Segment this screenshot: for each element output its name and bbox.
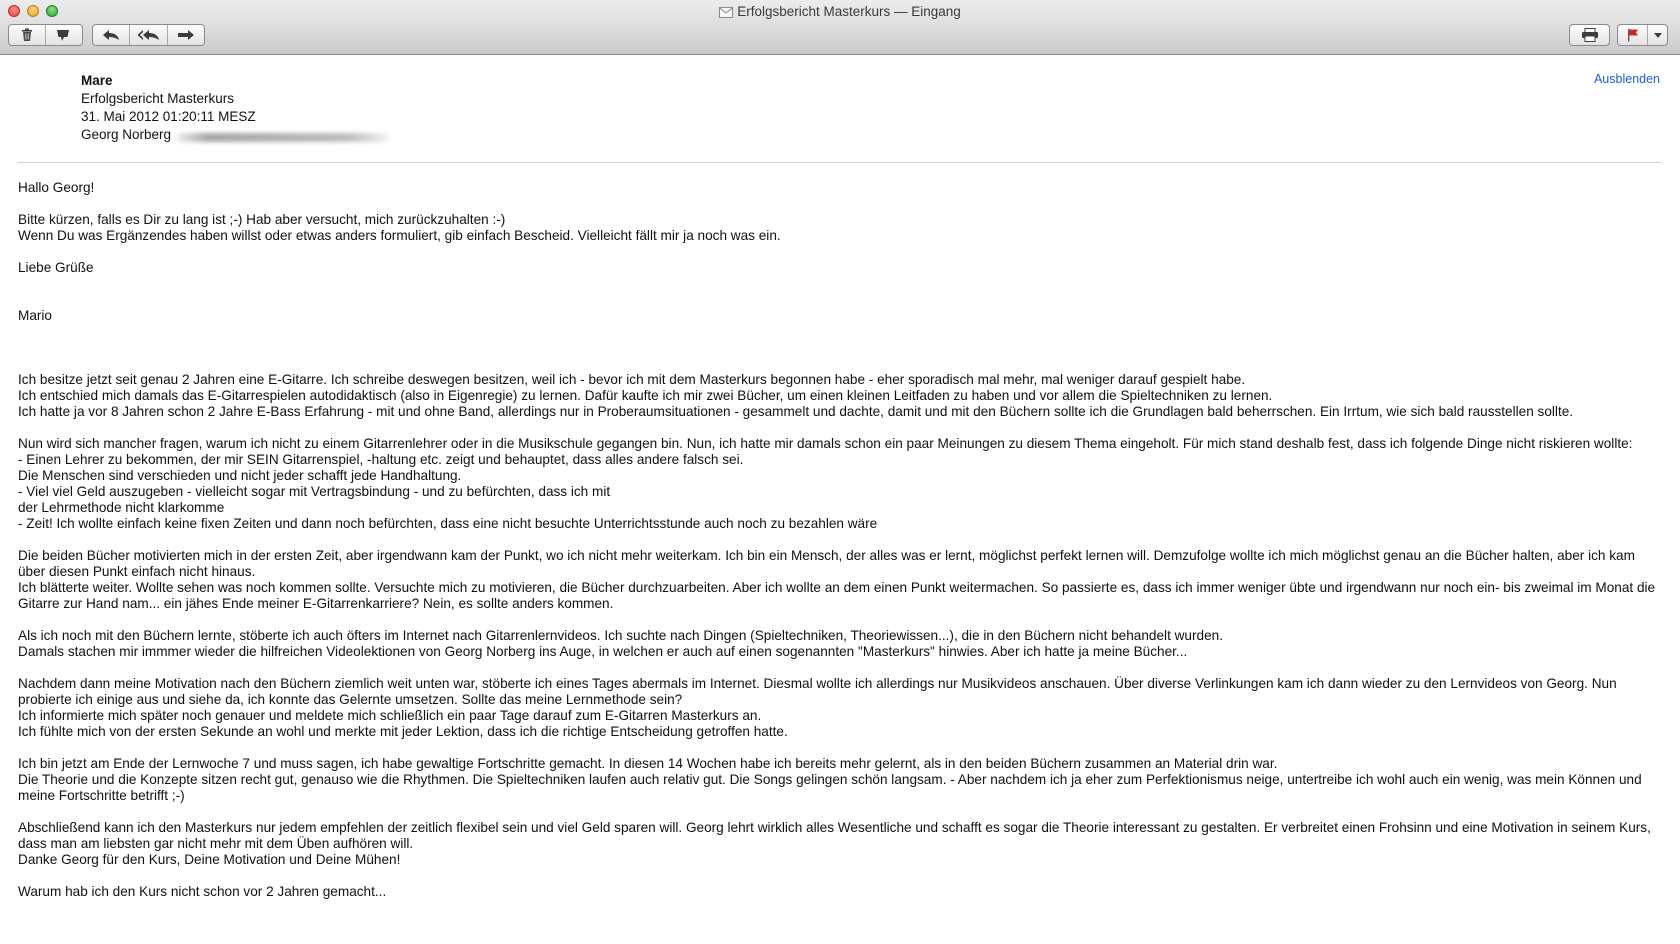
paragraph-6: Ich bin jetzt am Ende der Lernwoche 7 und muss sagen, ich habe gewaltige Fortschritte gemacht. In diesen 14 Wochen habe ich bereits mehr gelernt, als in den beiden Büchern zusammen an Material drin war. Die Theorie und die Konzepte sitzen recht gut, genauso wie die Rhythmen. Die Spieltechniken laufen auch relativ gut. Die Songs gelingen schön langsam. - Aber nachdem ich ja eher zum Perfektionismus neige, untertreibe ich wohl auch ein wenig, was mein Können und meine Fortschritte betrifft ;-) <box>18 756 1642 803</box>
redacted-email-address <box>176 133 390 142</box>
intro-line-2: Wenn Du was Ergänzendes haben willst oder etwas anders formuliert, gib einfach Bescheid. Vielleicht fällt mir ja noch was ein. <box>18 228 781 243</box>
window-title: Erfolgsbericht Masterkurs — Eingang <box>737 4 961 19</box>
junk-button[interactable] <box>46 25 83 45</box>
paragraph-2: Nun wird sich mancher fragen, warum ich nicht zu einem Gitarrenlehrer oder in die Musikschule gegangen bin. Nun, ich hatte mir damals schon ein paar Meinungen zu diesem Thema eingeholt. Für mich stand deshalb fest, dass ich folgende Dinge nicht riskieren wollte: - Einen Lehrer zu bekommen, der mir SEIN Gitarrenspiel, -haltung etc. zeigt und behauptet, dass alles andere falsch sei. Die Menschen sind verschieden und nicht jeder schafft jede Handhaltung. - Viel viel Geld auszugeben - vielleicht sogar mit Vertragsbindung - und zu befürchten, dass ich mit der Lehrmethode nicht klarkomme - Zeit! Ich wollte einfach keine fixen Zeiten und dann noch befürchten, dass eine nicht besuchte Unterrichtsstunde auch noch zu bezahlen wäre <box>18 436 1633 531</box>
envelope-icon <box>719 6 733 22</box>
paragraph-1: Ich besitze jetzt seit genau 2 Jahren eine E-Gitarre. Ich schreibe deswegen besitzen, weil ich - bevor ich mit dem Masterkurs begonnen habe - eher sporadisch mal mehr, mal weniger darauf gespielt habe. Ich entschied mich damals das E-Gitarrespielen autodidaktisch (also in Eigenregie) zu lernen. Dafür kaufte ich mir zwei Bücher, um einen kleinen Leitfaden zu haben und vor allem die Spieltechniken zu lernen. Ich hatte ja vor 8 Jahren schon 2 Jahre E-Bass Erfahrung - mit und ohne Band, allerdings nur in Proberaumsituationen - gesammelt und dachte, damit und mit den Büchern sollte ich die Grundlagen bald beherrschen. Ein Irrtum, wie sich bald rausstellen sollte. <box>18 372 1574 419</box>
reply-all-icon <box>137 29 161 41</box>
paragraph-3: Die beiden Bücher motivierten mich in der ersten Zeit, aber irgendwann kam der Punkt, wo ich nicht mehr weiterkam. Ich bin ein Mensch, der alles was er lernt, möglichst perfekt lernen will. Demzufolge wollte ich mich möglichst genau an die Bücher halten, aber ich kam über diesen Punkt einfach nicht hinaus. Ich blätterte weiter. Wollte sehen was noch kommen sollte. Versuchte mich zu motivieren, die Bücher durchzuarbeiten. Aber ich wollte an dem einen Punkt weitermachen. So passierte es, dass ich immer weniger übte und irgendwann nur noch ein- bis zweimal im Monat die Gitarre zur Hand nam... ein jähes Ende meiner E-Gitarrenkarriere? Nein, es sollte anders kommen. <box>18 548 1656 611</box>
window-titlebar <box>0 0 1680 55</box>
to-value[interactable]: Georg Norberg <box>81 127 172 142</box>
junk-icon <box>56 28 72 42</box>
subject-value: Erfolgsbericht Masterkurs <box>81 91 235 106</box>
reply-icon <box>102 29 120 41</box>
signature: Mario <box>18 308 52 323</box>
intro-line-1: Bitte kürzen, falls es Dir zu lang ist ;-) Hab aber versucht, mich zurückzuhalten :-) <box>18 212 506 227</box>
hide-details-link[interactable]: Ausblenden <box>1593 72 1660 86</box>
reply-all-button[interactable] <box>130 25 168 45</box>
print-group <box>1569 24 1610 46</box>
paragraph-8: Warum hab ich den Kurs nicht schon vor 2 Jahren gemacht... <box>18 884 387 899</box>
flag-menu-button[interactable] <box>1648 25 1667 45</box>
header-divider <box>18 162 1661 163</box>
reply-button[interactable] <box>93 25 130 45</box>
delete-junk-group <box>8 24 83 46</box>
flag-icon <box>1626 28 1640 42</box>
from-value[interactable]: Mare <box>81 73 113 88</box>
flag-group <box>1617 24 1668 46</box>
window-title-area <box>0 4 1680 22</box>
reply-group <box>92 24 205 46</box>
delete-button[interactable] <box>9 25 46 45</box>
print-icon <box>1581 28 1599 42</box>
paragraph-5: Nachdem dann meine Motivation nach den Büchern ziemlich weit unten war, stöberte ich eines Tages abermals im Internet. Diesmal wollte ich allerdings nur Musikvideos anschauen. Über diverse Verlinkungen kam ich dann wieder zu den Lernvideos von Georg. Nun probierte ich einige aus und siehe da, ich konnte das Gelernte umsetzen. Sollte das meine Lernmethode sein? Ich informierte mich später noch genauer und meldete mich schließlich ein paar Tage darauf zum E-Gitarren Masterkurs an. Ich fühlte mich von der ersten Sekunde an wohl und merkte mit jeder Lektion, dass ich die richtige Entscheidung getroffen hatte. <box>18 676 1617 739</box>
greeting: Hallo Georg! <box>18 180 95 195</box>
forward-button[interactable] <box>168 25 204 45</box>
forward-icon <box>177 29 195 41</box>
closing: Liebe Grüße <box>18 260 94 275</box>
print-button[interactable] <box>1570 25 1609 45</box>
date-value: 31. Mai 2012 01:20:11 MESZ <box>81 109 256 124</box>
flag-button[interactable] <box>1618 25 1648 45</box>
paragraph-7: Abschließend kann ich den Masterkurs nur jedem empfehlen der zeitlich flexibel sein und viel Geld sparen will. Georg lehrt wirklich alles Wesentliche und schafft es sogar die Theorie interessant zu gestalten. Er verbreitet einen Frohsinn und eine Motivation in seinem Kurs, dass man am liebsten gar nicht mehr mit dem Üben aufhören will. Danke Georg für den Kurs, Deine Motivation und Deine Mühen! <box>18 820 1651 867</box>
message-body <box>18 180 1663 900</box>
trash-icon <box>20 28 34 42</box>
chevron-down-icon <box>1654 33 1662 38</box>
paragraph-4: Als ich noch mit den Büchern lernte, stöberte ich auch öfters im Internet nach Gitarrenlernvideos. Ich suchte nach Dingen (Spieltechniken, Theoriewissen...), die in den Büchern nicht behandelt wurden. Damals stachen mir immmer wieder die hilfreichen Videolektionen von Georg Norberg ins Auge, in welchen er auch auf einen sogenannten "Masterkurs" hinwies. Aber ich hatte ja meine Bücher... <box>18 628 1223 659</box>
